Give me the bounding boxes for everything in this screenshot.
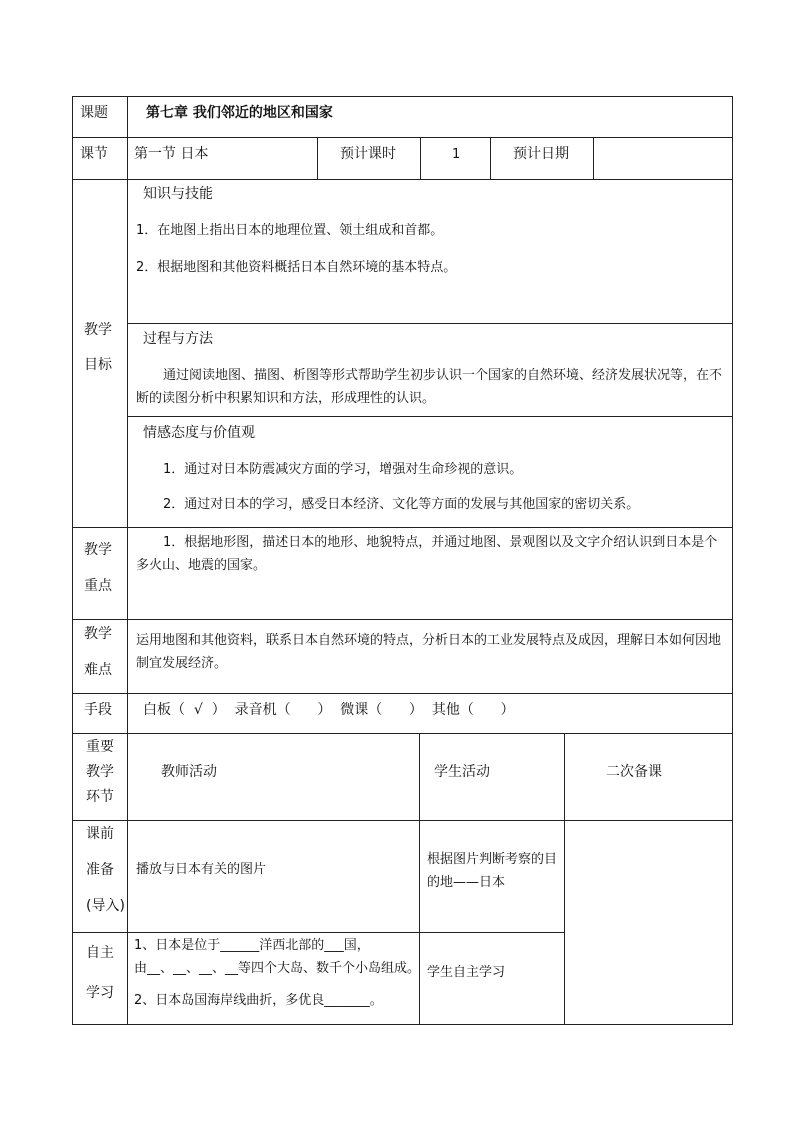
- key-points-label-1: 教学: [84, 542, 112, 558]
- preparation-student-text: 根据图片判断考察的目的地——日本: [427, 852, 558, 890]
- key-points-text: 1．根据地形图，描述日本的地形、地貌特点，并通过地图、景观图以及文字介绍认识到日本是个多火山、地震的国家。: [136, 535, 718, 573]
- difficulties-text: 运用地图和其他资料，联系日本自然环境的特点，分析日本的工业发展特点及成因，理解日本如何因地制宜发展经济。: [136, 633, 722, 671]
- student-activity-header: 学生活动: [434, 764, 490, 780]
- table-line: [72, 96, 733, 97]
- objectives-label-1: 教学: [84, 322, 112, 338]
- knowledge-title: 知识与技能: [143, 186, 213, 202]
- process-title: 过程与方法: [143, 331, 213, 347]
- objectives-label-2: 目标: [84, 357, 112, 373]
- section-value: 第一节 日本: [134, 146, 209, 162]
- table-line: [72, 693, 733, 694]
- attitude-item-2: 2．通过对日本的学习，感受日本经济、文化等方面的发展与其他国家的密切关系。: [163, 497, 640, 512]
- means-text: 白板（ √ ） 录音机（ ） 微课（ ） 其他（ ）: [143, 702, 515, 718]
- table-line: [72, 527, 733, 528]
- table-line: [72, 96, 73, 1025]
- table-line: [72, 137, 733, 138]
- preparation-label-1: 课前: [86, 826, 114, 842]
- self-study-label-1: 自主: [86, 945, 114, 961]
- table-line: [419, 733, 420, 1025]
- activities-label-1: 重要: [86, 739, 114, 755]
- table-line: [72, 619, 733, 620]
- table-line: [72, 1024, 733, 1025]
- table-line: [732, 96, 733, 1025]
- second-prep-header: 二次备课: [606, 764, 662, 780]
- difficulties-label-1: 教学: [84, 626, 112, 642]
- table-line: [127, 96, 128, 1025]
- preparation-teacher-text: 播放与日本有关的图片: [136, 862, 267, 877]
- self-study-question-2: 2、日本岛国海岸线曲折，多优良_______。: [134, 993, 383, 1008]
- table-line: [127, 416, 733, 417]
- teacher-activity-header: 教师活动: [161, 764, 217, 780]
- topic-label: 课题: [80, 105, 108, 121]
- table-line: [127, 323, 733, 324]
- table-line: [72, 932, 564, 933]
- key-points-label-2: 重点: [84, 578, 112, 594]
- preparation-label-2: 准备: [86, 862, 114, 878]
- self-study-student-text: 学生自主学习: [427, 965, 506, 980]
- table-line: [72, 820, 733, 821]
- means-label: 手段: [84, 702, 112, 718]
- hours-label: 预计课时: [340, 146, 396, 162]
- section-label: 课节: [80, 146, 108, 162]
- table-line: [72, 733, 733, 734]
- self-study-question-1-line-1: 1、日本是位于______洋西北部的___国，: [134, 938, 370, 953]
- date-label: 预计日期: [513, 146, 569, 162]
- table-line: [490, 137, 491, 179]
- table-line: [593, 137, 594, 179]
- table-line: [317, 137, 318, 179]
- table-line: [72, 179, 733, 180]
- activities-label-3: 环节: [86, 789, 114, 805]
- hours-value: 1: [452, 147, 461, 162]
- knowledge-item-1: 1．在地图上指出日本的地理位置、领土组成和首都。: [136, 223, 444, 238]
- process-text: 通过阅读地图、描图、析图等形式帮助学生初步认识一个国家的自然环境、经济发展状况等，在不断的读图分析中积累知识和方法，形成理性的认识。: [136, 368, 723, 406]
- table-line: [420, 137, 421, 179]
- activities-label-2: 教学: [86, 764, 114, 780]
- attitude-title: 情感态度与价值观: [143, 425, 255, 441]
- table-line: [564, 733, 565, 1025]
- attitude-item-1: 1．通过对日本防震减灾方面的学习，增强对生命珍视的意识。: [163, 462, 523, 477]
- preparation-label-3: (导入): [86, 898, 125, 914]
- self-study-question-1-line-2: 由__、__、__、__等四个大岛、数千个小岛组成。: [134, 961, 421, 976]
- difficulties-label-2: 难点: [84, 662, 112, 678]
- self-study-label-2: 学习: [86, 985, 114, 1001]
- knowledge-item-2: 2．根据地图和其他资料概括日本自然环境的基本特点。: [136, 260, 457, 275]
- topic-value: 第七章 我们邻近的地区和国家: [146, 105, 333, 121]
